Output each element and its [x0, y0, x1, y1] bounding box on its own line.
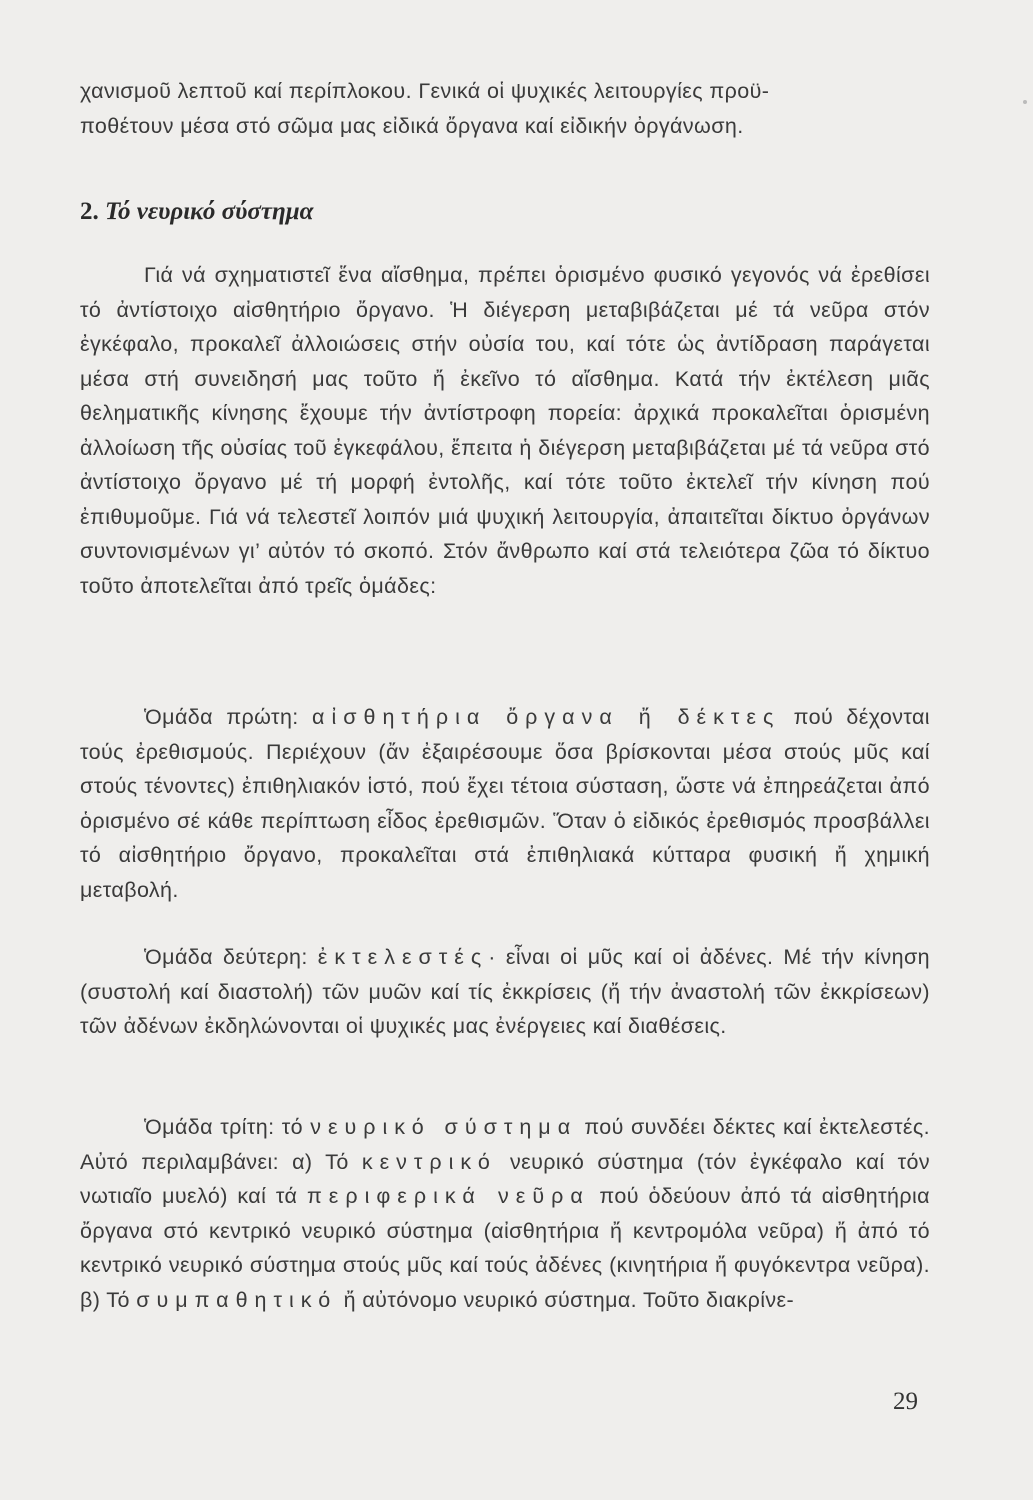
group-3-text-c: πού ὁδεύουν ἀπό τά αἰσθητήρια ὄργανα στό κεντρικό νευρικό σύστημα (αἰσθητήρια ἤ κεντρομόλα νεῦρα) ἤ ἀπό τό κεντρικό νευρικό σύστημα στούς μῦς καί τούς ἀδένες (κινητήρια ἤ φυγόκεντρα νεῦρα). β) Τό: [80, 1184, 930, 1312]
group-2-text: · εἶναι οἱ μῦς καί οἱ ἀδένες. Μέ τήν κίνηση (συστολή καί διαστολή) τῶν μυῶν καί τίς ἐκκρίσεις (ἤ τήν ἀναστολή τῶν ἐκκρίσεων) τῶν ἀδένων ἐκδηλώνονται οἱ ψυχικές μας ἐνέργειες καί διαθέσεις.: [80, 945, 930, 1038]
paragraph-1-text: Γιά νά σχηματιστεῖ ἕνα αἴσθημα, πρέπει ὁρισμένο φυσικό γεγονός νά ἐρεθίσει τό ἀντίστοιχο αἰσθητήριο ὄργανο. Ἡ διέγερση μεταβιβάζεται μέ τά νεῦρα στόν ἐγκέφαλο, προκαλεῖ ἀλλοιώσεις στήν οὐσία του, καί τότε ὡς ἀντίδραση παράγεται μέσα στή συνειδησή μας τοῦτο ἤ ἐκεῖνο τό αἴσθημα. Κατά τήν ἐκτέλεση μιᾶς θεληματικῆς κίνησης ἔχουμε τήν ἀντίστροφη πορεία: ἀρχικά προκαλεῖται ὁρισμένη ἀλλοίωση τῆς οὐσίας τοῦ ἐγκεφάλου, ἔπειτα ἡ διέγερση μεταβιβάζεται μέ τά νεῦρα στό ἀντίστοιχο ὄργανο μέ τή μορφή ἐντολῆς, καί τότε τοῦτο ἐκτελεῖ τήν κίνηση πού ἐπιθυμοῦμε. Γιά νά τελεστεῖ λοιπόν μιά ψυχική λειτουργία, ἀπαιτεῖται δίκτυο ὀργάνων συντονισμένων γι’ αὐτόν τό σκοπό. Στόν ἄνθρωπο καί στά τελειότερα ζῶα τό δίκτυο τοῦτο ἀποτελεῖται ἀπό τρεῖς ὁμάδες:: [80, 263, 930, 598]
group-2-term: ἐκτελεστές: [317, 945, 489, 969]
group-3-term-peripheral: περιφερικά νεῦρα: [306, 1184, 590, 1208]
group-3-text-b: νευρικό σύστημα (τόν ἐγκέφαλο καί τόν νωτιαῖο μυελό) καί τά: [80, 1149, 931, 1208]
top-continuation: [80, 74, 930, 143]
group-3-text-d: ἤ αὐτόνομο νευρικό σύστημα. Τοῦτο διακρίνε-: [337, 1287, 795, 1312]
page-speck: [1023, 100, 1027, 104]
paragraph-group-2: [80, 940, 930, 1044]
group-3-term-sympathetic: συμπαθητικό: [136, 1287, 338, 1312]
group-3-term-central: κεντρικό: [361, 1149, 497, 1174]
group-1-term: αἰσθητήρια ὄργανα ἤ δέκτες: [312, 705, 781, 729]
group-3-label: Ὁμάδα τρίτη: τό: [144, 1115, 311, 1139]
section-title: Τό νευρικό σύστημα: [105, 198, 314, 225]
top-line-2: ποθέτουν μέσα στό σῶμα μας εἰδικά ὄργανα καί εἰδικήν ὀργάνωση.: [80, 113, 744, 138]
paragraph-group-3: [80, 1110, 930, 1317]
top-line-1: χανισμοῦ λεπτοῦ καί περίπλοκου. Γενικά οἱ ψυχικές λειτουργίες προϋ-: [80, 79, 770, 103]
group-1-text: πού δέχονται τούς ἐρεθισμούς. Περιέχουν (ἄν ἐξαιρέσουμε ὅσα βρίσκονται μέσα στούς μῦς καί στούς τένοντες) ἐπιθηλιακόν ἱστό, πού ἔχει τέτοια σύσταση, ὥστε νά ἐπηρεάζεται ἀπό ὁρισμένο σέ κάθε περίπτωση εἶδος ἐρεθισμῶν. Ὅταν ὁ εἰδικός ἐρεθισμός προσβάλλει τό αἰσθητήριο ὄργανο, προκαλεῖται στά ἐπιθηλιακά κύτταρα φυσική ἤ χημική μεταβολή.: [80, 705, 930, 902]
group-3-term: νευρικό σύστημα: [310, 1115, 578, 1139]
paragraph-group-1: [80, 700, 930, 907]
group-3-text-a: πού συνδέει δέκτες καί ἐκτελεστές. Αὐτό περιλαμβάνει: α) Τό: [80, 1115, 930, 1174]
section-number: 2.: [80, 198, 99, 225]
paragraph-1: [80, 258, 930, 603]
page-number: 29: [893, 1388, 918, 1415]
section-heading: [80, 195, 930, 229]
group-2-label: Ὁμάδα δεύτερη:: [144, 945, 318, 969]
group-1-label: Ὁμάδα πρώτη:: [144, 705, 313, 729]
